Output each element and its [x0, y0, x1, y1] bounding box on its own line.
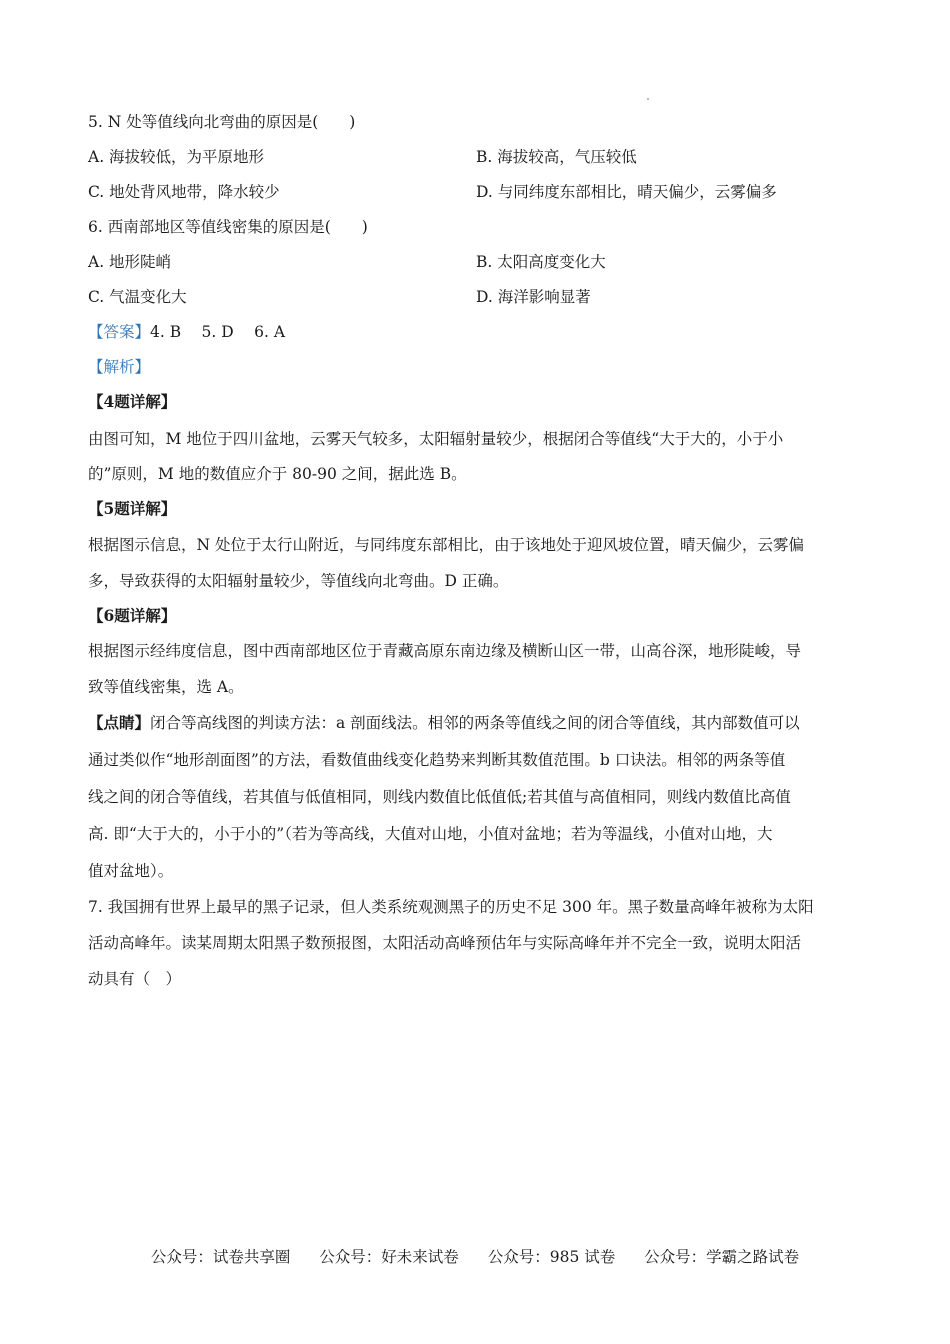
q7-line-3: 动具有（ ）: [88, 970, 182, 988]
answer-text: 4. B 5. D 6. A: [150, 323, 286, 341]
q5-option-b: B. 海拔较高，气压较低: [476, 148, 637, 166]
answer-line: [88, 322, 285, 342]
q6-option-b: B. 太阳高度变化大: [476, 253, 606, 271]
tip-heading: 【点睛】: [88, 713, 151, 732]
q5-stem: 5. N 处等值线向北弯曲的原因是( ): [88, 113, 356, 131]
q6-option-a: A. 地形陡峭: [88, 253, 172, 271]
detail6-line-2: 致等值线密集，选 A。: [88, 678, 244, 696]
detail4-heading: 【4题详解】: [88, 392, 177, 411]
footer-item-4: 公众号：学霸之路试卷: [644, 1248, 800, 1266]
detail4-line-1: 由图可知，M 地位于四川盆地，云雾天气较多，太阳辐射量较少，根据闭合等值线“大于大的，小于小: [88, 430, 784, 448]
q5-option-a: A. 海拔较低，为平原地形: [88, 148, 265, 166]
q7-line-1: 7. 我国拥有世界上最早的黑子记录，但人类系统观测黑子的历史不足 300 年。黑子数量高峰年被称为太阳: [88, 898, 814, 916]
q6-option-c: C. 气温变化大: [88, 288, 187, 306]
tip-line-4: 高. 即“大于大的，小于小的”（若为等高线，大值对山地，小值对盆地；若为等温线，小值对山地，大: [88, 825, 773, 843]
tip-line-5: 值对盆地）。: [88, 862, 174, 880]
footer-item-2: 公众号：好未来试卷: [319, 1248, 459, 1266]
detail6-heading: 【6题详解】: [88, 606, 177, 625]
q6-option-d: D. 海洋影响显著: [476, 288, 591, 306]
q5-option-d: D. 与同纬度东部相比，晴天偏少，云雾偏多: [476, 183, 777, 201]
tip-line-2: 通过类似作“地形剖面图”的方法，看数值曲线变化趋势来判断其数值范围。b 口诀法。相邻的两条等值: [88, 751, 786, 769]
page-footer: [0, 1245, 950, 1267]
tip-line-3: 线之间的闭合等值线，若其值与低值相同，则线内数值比低值低;若其值与高值相同，则线内数值比高值: [88, 788, 791, 806]
footer-item-1: 公众号：试卷共享圈: [150, 1248, 291, 1266]
q7-line-2: 活动高峰年。读某周期太阳黑子数预报图，太阳活动高峰预估年与实际高峰年并不完全一致，说明太阳活: [88, 934, 802, 952]
tip-line-1: [88, 713, 800, 733]
answer-tag: 【答案】: [88, 323, 151, 341]
q5-option-c: C. 地处背风地带，降水较少: [88, 183, 280, 201]
detail5-line-1: 根据图示信息，N 处位于太行山附近，与同纬度东部相比，由于该地处于迎风坡位置，晴天偏少，云雾偏: [88, 536, 804, 554]
detail5-line-2: 多，导致获得的太阳辐射量较少，等值线向北弯曲。D 正确。: [88, 572, 509, 590]
analysis-tag: 【解析】: [88, 358, 151, 376]
tip-text-1: 闭合等高线图的判读方法：a 剖面线法。相邻的两条等值线之间的闭合等值线，其内部数值可以: [150, 714, 800, 732]
detail5-heading: 【5题详解】: [88, 499, 177, 518]
detail6-line-1: 根据图示经纬度信息，图中西南部地区位于青藏高原东南边缘及横断山区一带，山高谷深，地形陡峻，导: [88, 642, 802, 660]
q6-stem: 6. 西南部地区等值线密集的原因是( ): [88, 218, 368, 236]
page-mark: [647, 98, 649, 100]
footer-item-3: 公众号：985 试卷: [487, 1248, 616, 1266]
detail4-line-2: 的”原则，M 地的数值应介于 80-90 之间，据此选 B。: [88, 465, 467, 483]
